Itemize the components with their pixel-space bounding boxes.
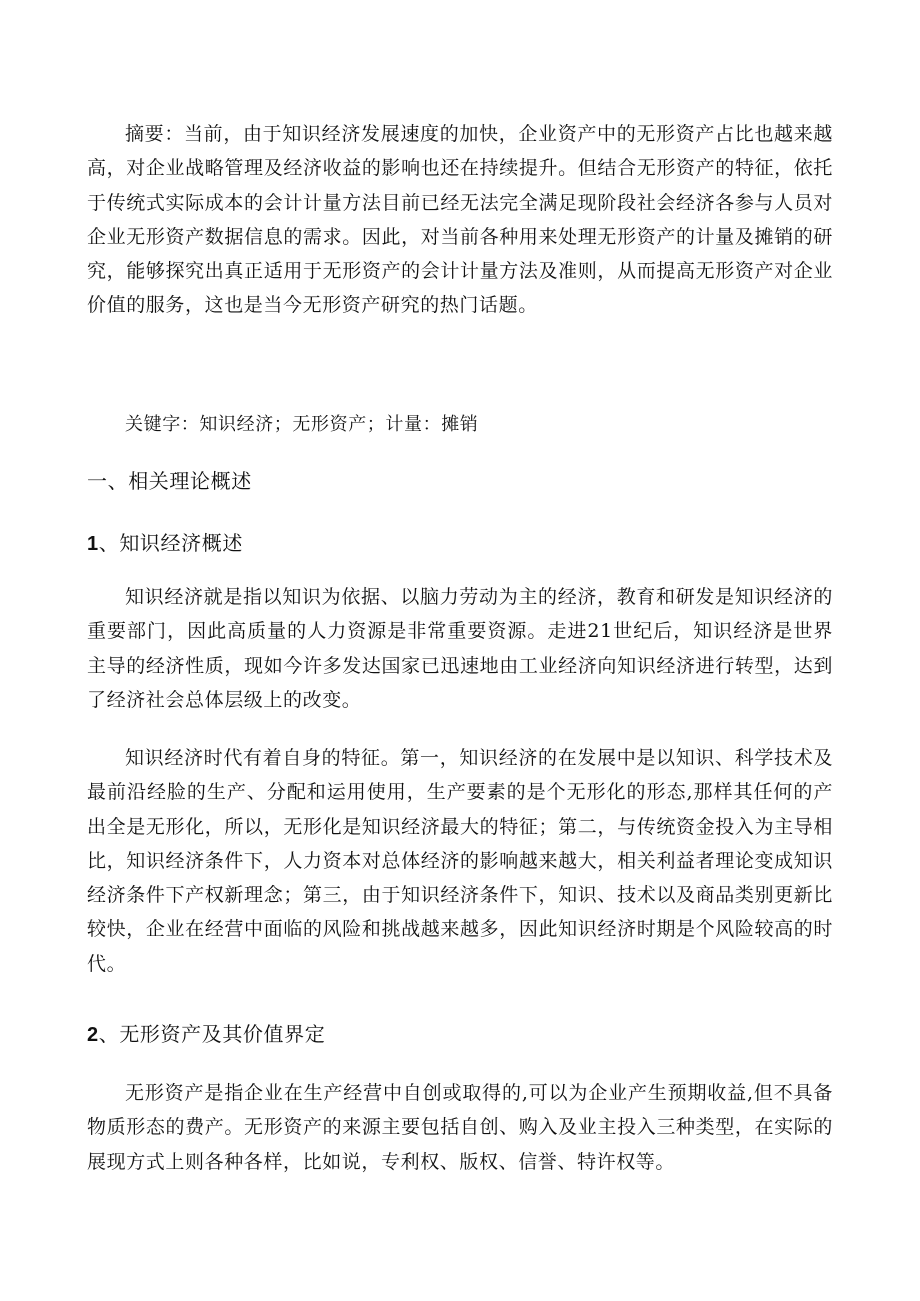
subsection-1-number: 1 — [87, 533, 99, 555]
subsection-1-heading — [87, 527, 243, 556]
subsection-2-number: 2 — [87, 1024, 99, 1046]
knowledge-economy-paragraph-1: 知识经济就是指以知识为依据、以脑力劳动为主的经济，教育和研发是知识经济的重要部门，因此高质量的人力资源是非常重要资源。走进21世纪后，知识经济是世界主导的经济性质，现如今许多发达国家已迅速地由工业经济向知识经济进行转型，达到了经济社会总体层级上的改变。 — [87, 586, 833, 711]
subsection-2-title: 、无形资产及其价值界定 — [98, 1022, 326, 1046]
section-1-heading: 一、相关理论概述 — [87, 469, 252, 493]
subsection-1-title: 、知识经济概述 — [98, 531, 243, 555]
intangible-assets-paragraph: 无形资产是指企业在生产经营中自创或取得的,可以为企业产生预期收益,但不具备物质形态的费产。无形资产的来源主要包括自创、购入及业主投入三种类型，在实际的展现方式上则各种各样，比如说，专利权、版权、信誉、特许权等。 — [87, 1082, 833, 1173]
knowledge-economy-paragraph-2: 知识经济时代有着自身的特征。第一，知识经济的在发展中是以知识、科学技术及最前沿经脸的生产、分配和运用使用，生产要素的是个无形化的形态,那样其任何的产出全是无形化，所以，无形化是知识经济最大的特征；第二，与传统资金投入为主导相比，知识经济条件下，人力资本对总体经济的影响越来越大，相关利益者理论变成知识经济条件下产权新理念；第三，由于知识经济条件下，知识、技术以及商品类别更新比较快，企业在经营中面临的风险和挑战越来越多，因此知识经济时期是个风险较高的时代。 — [87, 747, 833, 975]
keywords-line: 关键字：知识经济；无形资产；计量：摊销 — [125, 414, 479, 435]
abstract-paragraph: 摘要：当前，由于知识经济发展速度的加快，企业资产中的无形资产占比也越来越高，对企业战略管理及经济收益的影响也还在持续提升。但结合无形资产的特征，依托于传统式实际成本的会计计量方法目前已经无法完全满足现阶段社会经济各参与人员对企业无形资产数据信息的需求。因此，对当前各种用来处理无形资产的计量及摊销的研究，能够探究出真正适用于无形资产的会计计量方法及准则，从而提高无形资产对企业价值的服务，这也是当今无形资产研究的热门话题。 — [87, 123, 833, 317]
subsection-2-heading — [87, 1018, 325, 1047]
